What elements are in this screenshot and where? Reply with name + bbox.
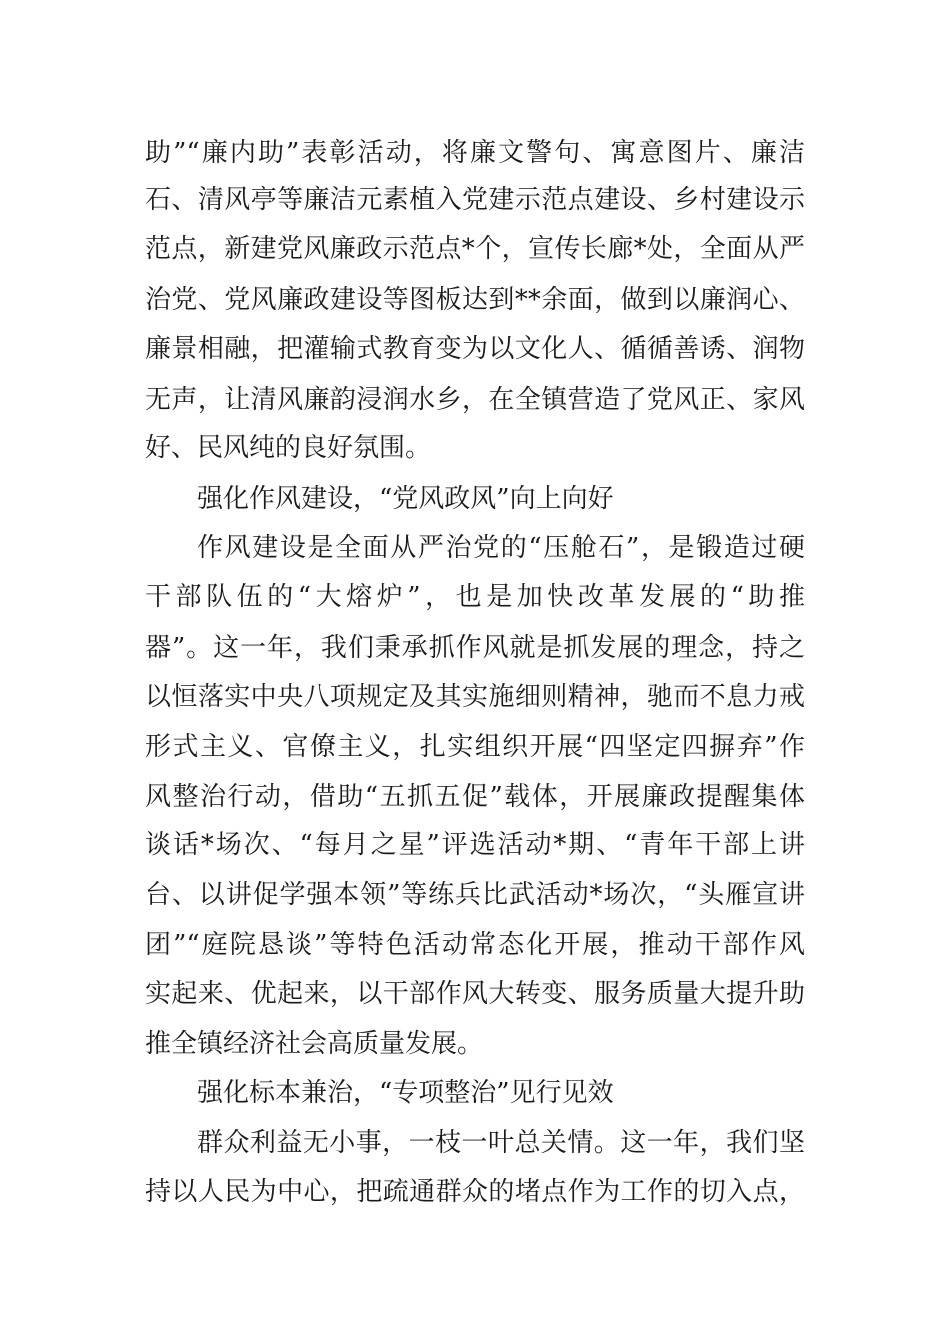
body-text-line: 台、以讲促学强本领”等练兵比武活动*场次，“头雁宣讲 xyxy=(145,880,805,910)
paragraph-first-line: 作风建设是全面从严治党的“压舱石”，是锻造过硬 xyxy=(197,533,805,563)
section-heading: 强化标本兼治，“专项整治”见行见效 xyxy=(197,1078,614,1108)
body-text-line: 助”“廉内助”表彰活动，将廉文警句、寓意图片、廉洁 xyxy=(145,138,805,168)
body-text-line: 干部队伍的“大熔炉”，也是加快改革发展的“助推 xyxy=(145,582,805,612)
body-text-line: 推全镇经济社会高质量发展。 xyxy=(145,1029,484,1059)
body-text-line: 无声，让清风廉韵浸润水乡，在全镇营造了党风正、家风 xyxy=(145,385,805,415)
body-text-line: 廉景相融，把灌输式教育变为以文化人、循循善诱、润物 xyxy=(145,334,805,364)
body-text-line: 风整治行动，借助“五抓五促”载体，开展廉政提醒集体 xyxy=(145,782,805,812)
paragraph-first-line: 群众利益无小事，一枝一叶总关情。这一年，我们坚 xyxy=(197,1128,805,1158)
body-text-line: 实起来、优起来，以干部作风大转变、服务质量大提升助 xyxy=(145,979,805,1009)
body-text-line: 范点，新建党风廉政示范点*个，宣传长廊*处，全面从严 xyxy=(145,234,805,264)
body-text-line: 器”。这一年，我们秉承抓作风就是抓发展的理念，持之 xyxy=(145,633,805,663)
body-text-line: 石、清风亭等廉洁元素植入党建示范点建设、乡村建设示 xyxy=(145,185,805,215)
body-text-line: 以恒落实中央八项规定及其实施细则精神，驰而不息力戒 xyxy=(145,682,805,712)
body-text-line: 团”“庭院恳谈”等特色活动常态化开展，推动干部作风 xyxy=(145,930,805,960)
body-text-line: 形式主义、官僚主义，扎实组织开展“四坚定四摒弃”作 xyxy=(145,732,805,762)
section-heading: 强化作风建设，“党风政风”向上向好 xyxy=(197,484,614,514)
body-text-line: 持以人民为中心，把疏通群众的堵点作为工作的切入点， xyxy=(145,1177,805,1207)
body-text-line: 治党、党风廉政建设等图板达到**余面，做到以廉润心、 xyxy=(145,285,805,315)
body-text-line: 谈话*场次、“每月之星”评选活动*期、“青年干部上讲 xyxy=(145,830,805,860)
body-text-line: 好、民风纯的良好氛围。 xyxy=(145,433,432,463)
